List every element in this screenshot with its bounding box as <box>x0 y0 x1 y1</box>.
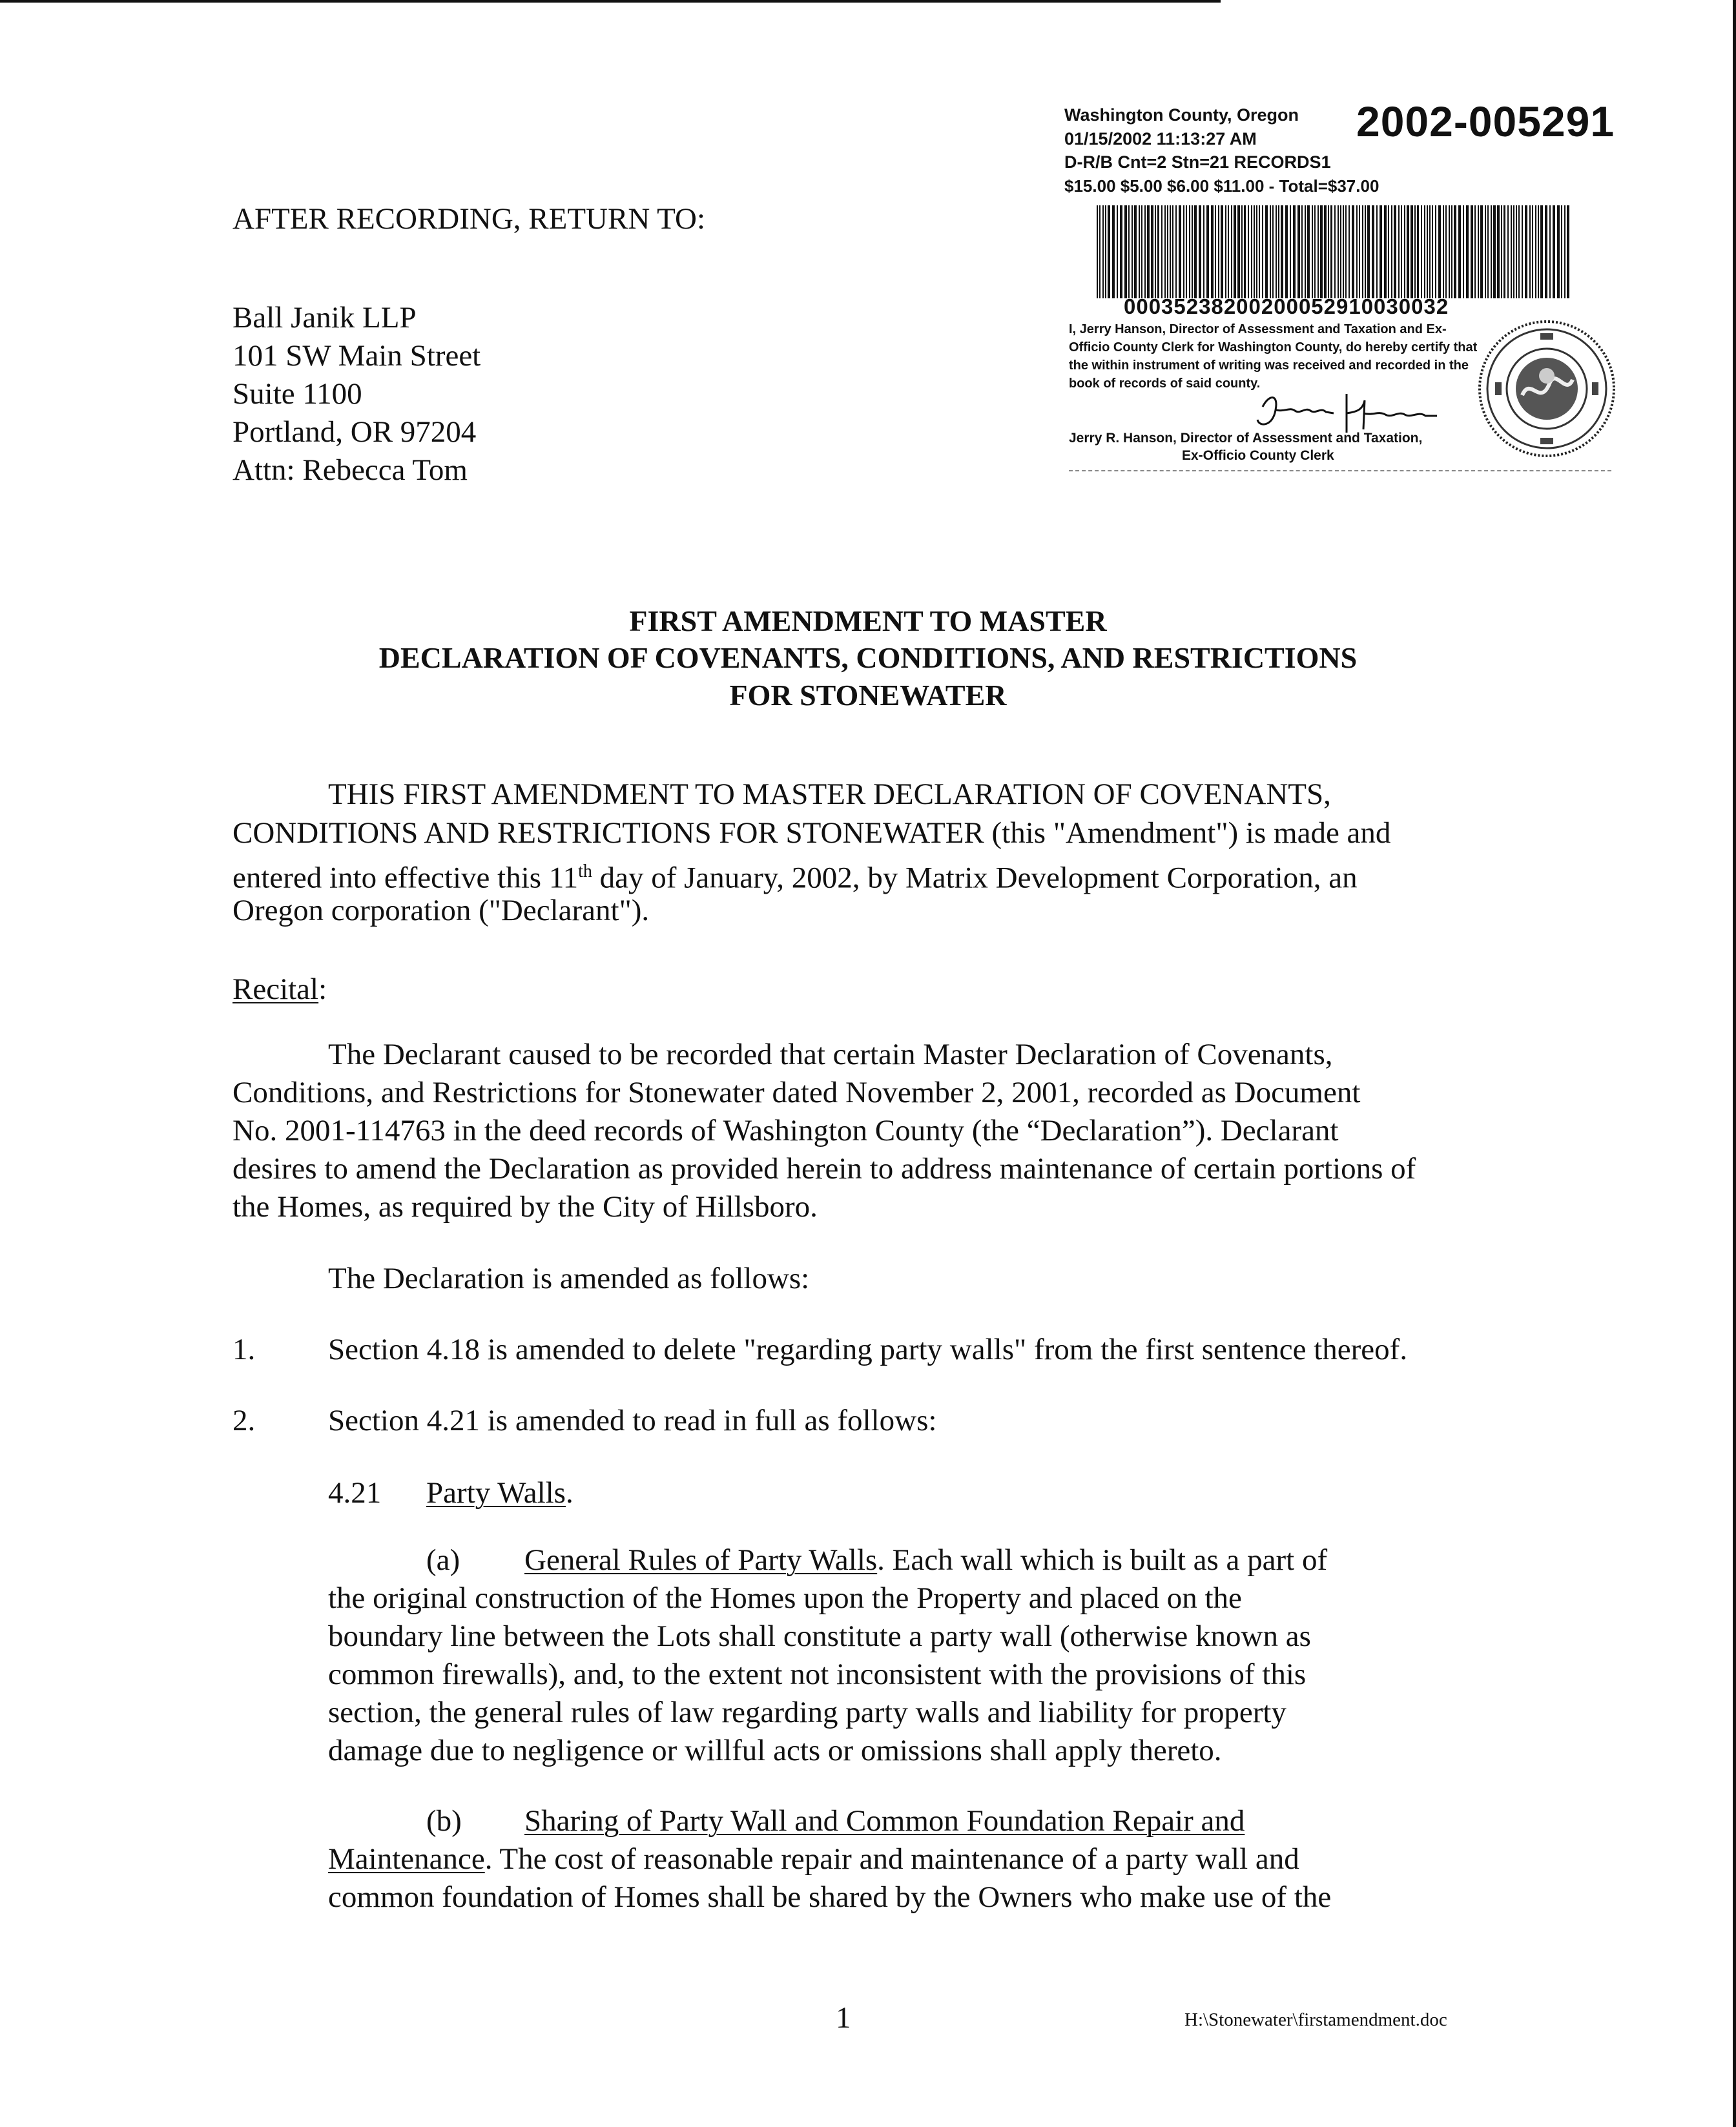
barcode-bar <box>1244 205 1246 298</box>
document-title-line-2: DECLARATION OF COVENANTS, CONDITIONS, AND RESTRICTIONS <box>378 641 1358 674</box>
barcode-bar <box>1132 205 1133 298</box>
barcode-bar <box>1203 205 1204 298</box>
page-number: 1 <box>836 2001 851 2035</box>
barcode-bar <box>1491 205 1492 298</box>
recital-line: Conditions, and Restrictions for Stonewater dated November 2, 2001, recorded as Document <box>232 1076 1361 1109</box>
barcode-bar <box>1522 205 1523 298</box>
barcode-bar <box>1320 205 1323 298</box>
barcode-bar <box>1144 205 1146 298</box>
barcode-bar <box>1194 205 1197 298</box>
barcode-bar <box>1324 205 1327 298</box>
amended-intro: The Declaration is amended as follows: <box>328 1262 810 1295</box>
subsection-a-line: common firewalls), and, to the extent not inconsistent with the provisions of this <box>328 1658 1307 1691</box>
stamp-bottom-rule <box>1069 470 1611 471</box>
barcode-bar <box>1474 205 1476 298</box>
barcode-bar <box>1567 205 1569 298</box>
barcode-bar <box>1372 205 1374 298</box>
barcode-bar <box>1237 205 1240 298</box>
subsection-b-heading: Sharing of Party Wall and Common Foundation Repair and <box>524 1804 1245 1838</box>
document-number: 2002-005291 <box>1356 98 1615 145</box>
barcode-bar <box>1147 205 1150 298</box>
barcode-bar <box>1218 205 1219 298</box>
barcode-bar <box>1466 205 1469 298</box>
barcode-bar <box>1497 205 1500 298</box>
barcode-bar <box>1167 205 1168 298</box>
barcode-bar <box>1384 205 1387 298</box>
barcode-bar <box>1301 205 1303 298</box>
barcode-bar <box>1234 205 1236 298</box>
barcode-bar <box>1432 205 1433 298</box>
barcode-bar <box>1424 205 1425 298</box>
barcode-bar <box>1553 205 1555 298</box>
barcode-bar <box>1410 205 1413 298</box>
barcode-bar <box>1513 205 1514 298</box>
address-line: Attn: Rebecca Tom <box>232 453 468 487</box>
signatory-name: Jerry R. Hanson, Director of Assessment and Taxation, <box>1069 431 1423 446</box>
barcode-bar <box>1330 205 1332 298</box>
subsection-a-line: boundary line between the Lots shall constitute a party wall (otherwise known as <box>328 1619 1311 1653</box>
barcode-bar <box>1170 205 1171 298</box>
intro-line: CONDITIONS AND RESTRICTIONS FOR STONEWATER (this "Amendment") is made and <box>232 816 1391 850</box>
barcode-bar <box>1454 205 1456 298</box>
address-line: Portland, OR 97204 <box>232 415 477 449</box>
barcode-bar <box>1128 205 1130 298</box>
barcode-bar <box>1435 205 1436 298</box>
signatory-title: Ex-Officio County Clerk <box>1182 448 1334 463</box>
barcode-bar <box>1356 205 1358 298</box>
barcode-bar <box>1290 205 1291 298</box>
item-text: Section 4.18 is amended to delete "regarding party walls" from the first sentence thereof. <box>328 1333 1408 1366</box>
intro-line: Oregon corporation ("Declarant"). <box>232 894 650 927</box>
item-text: Section 4.21 is amended to read in full as follows: <box>328 1404 937 1437</box>
barcode-bar <box>1254 205 1255 298</box>
barcode-bar <box>1485 205 1486 298</box>
address-line: 101 SW Main Street <box>232 339 481 373</box>
barcode-bar <box>1445 205 1447 298</box>
barcode-bar <box>1458 205 1461 298</box>
barcode-bar <box>1394 205 1396 298</box>
barcode-bar <box>1314 205 1316 298</box>
stamp-fees: $15.00 $5.00 $6.00 $11.00 - Total=$37.00 <box>1064 176 1380 196</box>
barcode-bar <box>1099 205 1100 298</box>
barcode-bar <box>1281 205 1283 298</box>
barcode-bar <box>1105 205 1106 298</box>
barcode-bar <box>1161 205 1162 298</box>
barcode-bar <box>1391 205 1392 298</box>
barcode-bar <box>1359 205 1360 298</box>
barcode-bar <box>1340 205 1341 298</box>
barcode-bar <box>1518 205 1520 298</box>
barcode-bar <box>1141 205 1142 298</box>
barcode-bar <box>1338 205 1339 298</box>
barcode-bar <box>1352 205 1354 298</box>
barcode-bar <box>1478 205 1479 298</box>
barcode-bar <box>1175 205 1177 298</box>
barcode-bar <box>1206 205 1209 298</box>
barcode-bar <box>1561 205 1562 298</box>
subsection-b-line: Maintenance. The cost of reasonable repair and maintenance of a party wall and <box>328 1842 1299 1876</box>
barcode-bar <box>1345 205 1347 298</box>
file-path: H:\Stonewater\firstamendment.doc <box>1184 2009 1447 2030</box>
barcode-bar <box>1183 205 1184 298</box>
barcode-bar <box>1427 205 1428 298</box>
barcode-bar <box>1318 205 1319 298</box>
barcode-bar <box>1480 205 1483 298</box>
page-right-border <box>1733 0 1736 2127</box>
barcode-bar <box>1108 205 1110 298</box>
document-title-line-3: FOR STONEWATER <box>729 679 1007 712</box>
barcode-bar <box>1504 205 1505 298</box>
recital-line: The Declarant caused to be recorded that certain Master Declaration of Covenants, <box>328 1038 1333 1071</box>
barcode-bar <box>1256 205 1257 298</box>
stamp-codes: D-R/B Cnt=2 Stn=21 RECORDS1 <box>1064 152 1331 172</box>
subsection-a-first-line: General Rules of Party Walls. Each wall which is built as a part of <box>524 1543 1328 1577</box>
recital-line: desires to amend the Declaration as provided herein to address maintenance of certain portions of <box>232 1152 1416 1186</box>
barcode-bar <box>1278 205 1279 298</box>
barcode-bar <box>1343 205 1344 298</box>
recital-line: the Homes, as required by the City of Hillsboro. <box>232 1190 818 1224</box>
barcode-bar <box>1265 205 1268 298</box>
barcode-bar <box>1429 205 1431 298</box>
barcode-bar <box>1293 205 1296 298</box>
item-number: 1. <box>232 1333 256 1366</box>
barcode-bar <box>1511 205 1512 298</box>
certification-text: I, Jerry Hanson, Director of Assessment and Taxation and Ex-Officio County Clerk for Washington County, do hereby certify that the within instrument of writing was received and recorded in the book of records of said county. <box>1069 322 1478 391</box>
barcode-bar <box>1259 205 1260 298</box>
barcode-bar <box>1189 205 1190 298</box>
barcode-bar <box>1172 205 1173 298</box>
address-line: Ball Janik LLP <box>232 301 417 334</box>
barcode-bar <box>1438 205 1441 298</box>
barcode-bar <box>1157 205 1159 298</box>
barcode-bar <box>1557 205 1560 298</box>
barcode-bar <box>1272 205 1274 298</box>
subsection-a-line: damage due to negligence or willful acts or omissions shall apply thereto. <box>328 1734 1222 1767</box>
barcode-bar <box>1285 205 1288 298</box>
barcode-bar <box>1186 205 1187 298</box>
barcode-bar <box>1414 205 1416 298</box>
subsection-label: (b) <box>426 1804 462 1838</box>
stamp-datetime: 01/15/2002 11:13:27 AM <box>1064 129 1257 149</box>
barcode-bar <box>1124 205 1127 298</box>
barcode-bar <box>1538 205 1539 298</box>
barcode-bar <box>1540 205 1543 298</box>
address-line: Suite 1100 <box>232 377 362 411</box>
barcode-bar <box>1248 205 1249 298</box>
barcode-bar <box>1532 205 1533 298</box>
item-number: 2. <box>232 1404 256 1437</box>
return-label: AFTER RECORDING, RETURN TO: <box>232 202 706 236</box>
barcode-bar <box>1241 205 1243 298</box>
barcode-bar <box>1221 205 1223 298</box>
barcode-bar <box>1312 205 1313 298</box>
barcode-bar <box>1199 205 1201 298</box>
barcode-bar <box>1305 205 1306 298</box>
barcode-bar <box>1525 205 1527 298</box>
barcode-bar <box>1307 205 1310 298</box>
intro-line: THIS FIRST AMENDMENT TO MASTER DECLARATION OF COVENANTS, <box>328 777 1331 811</box>
barcode-bar <box>1097 205 1098 298</box>
barcode-bar <box>1117 205 1118 298</box>
barcode-bar <box>1297 205 1300 298</box>
barcode-bar <box>1270 205 1271 298</box>
subsection-b-line: common foundation of Homes shall be shared by the Owners who make use of the <box>328 1880 1332 1914</box>
barcode-bar <box>1179 205 1181 298</box>
page-top-border <box>0 0 1221 3</box>
recital-heading: Recital: <box>232 972 327 1006</box>
document-title-line-1: FIRST AMENDMENT TO MASTER <box>629 604 1107 637</box>
barcode-bar <box>1262 205 1263 298</box>
barcode-bar <box>1228 205 1229 298</box>
barcode-bar <box>1225 205 1226 298</box>
barcode-bar <box>1449 205 1450 298</box>
barcode-bar <box>1112 205 1115 298</box>
barcode-bar <box>1365 205 1366 298</box>
barcode-bar <box>1507 205 1509 298</box>
barcode-bar <box>1487 205 1489 298</box>
stamp-county: Washington County, Oregon <box>1064 105 1299 125</box>
barcode-bar <box>1334 205 1336 298</box>
barcode <box>1094 205 1573 298</box>
subsection-a-line: section, the general rules of law regarding party walls and liability for property <box>328 1696 1286 1729</box>
barcode-bar <box>1155 205 1156 298</box>
barcode-bar <box>1251 205 1252 298</box>
barcode-bar <box>1463 205 1464 298</box>
section-number: 4.21 <box>328 1476 382 1510</box>
barcode-bar <box>1151 205 1153 298</box>
barcode-bar <box>1192 205 1193 298</box>
barcode-bar <box>1102 205 1104 298</box>
barcode-bar <box>1443 205 1444 298</box>
barcode-bar <box>1139 205 1140 298</box>
barcode-bar <box>1401 205 1402 298</box>
subsection-label: (a) <box>426 1543 460 1577</box>
subsection-a-line: the original construction of the Homes upon the Property and placed on the <box>328 1581 1242 1615</box>
barcode-bar <box>1545 205 1547 298</box>
barcode-bar <box>1134 205 1137 298</box>
barcode-bar <box>1493 205 1496 298</box>
barcode-bar <box>1376 205 1378 298</box>
barcode-bar <box>1417 205 1419 298</box>
barcode-bar <box>1211 205 1214 298</box>
barcode-bar <box>1535 205 1536 298</box>
intro-line: entered into effective this 11th day of January, 2002, by Matrix Development Corporation, an <box>232 861 1358 895</box>
barcode-bar <box>1328 205 1329 298</box>
barcode-bar <box>1380 205 1382 298</box>
recital-line: No. 2001-114763 in the deed records of Washington County (the “Declaration”). Declarant <box>232 1114 1339 1147</box>
county-seal-icon <box>1476 318 1618 460</box>
barcode-bar <box>1516 205 1517 298</box>
barcode-bar <box>1231 205 1232 298</box>
barcode-bar <box>1564 205 1566 298</box>
barcode-bar <box>1276 205 1277 298</box>
barcode-bar <box>1529 205 1531 298</box>
barcode-bar <box>1348 205 1350 298</box>
barcode-digits: 00035238200200052910030032 <box>1124 294 1449 318</box>
barcode-bar <box>1407 205 1409 298</box>
barcode-bar <box>1388 205 1389 298</box>
barcode-bar <box>1549 205 1551 298</box>
barcode-bar <box>1398 205 1400 298</box>
section-heading: Party Walls. <box>426 1476 574 1510</box>
barcode-bar <box>1362 205 1363 298</box>
barcode-bar <box>1501 205 1502 298</box>
barcode-bar <box>1471 205 1473 298</box>
barcode-bar <box>1164 205 1166 298</box>
barcode-bar <box>1215 205 1216 298</box>
barcode-bar <box>1120 205 1122 298</box>
barcode-bar <box>1404 205 1405 298</box>
barcode-bar <box>1367 205 1370 298</box>
barcode-bar <box>1451 205 1452 298</box>
barcode-bar <box>1421 205 1422 298</box>
